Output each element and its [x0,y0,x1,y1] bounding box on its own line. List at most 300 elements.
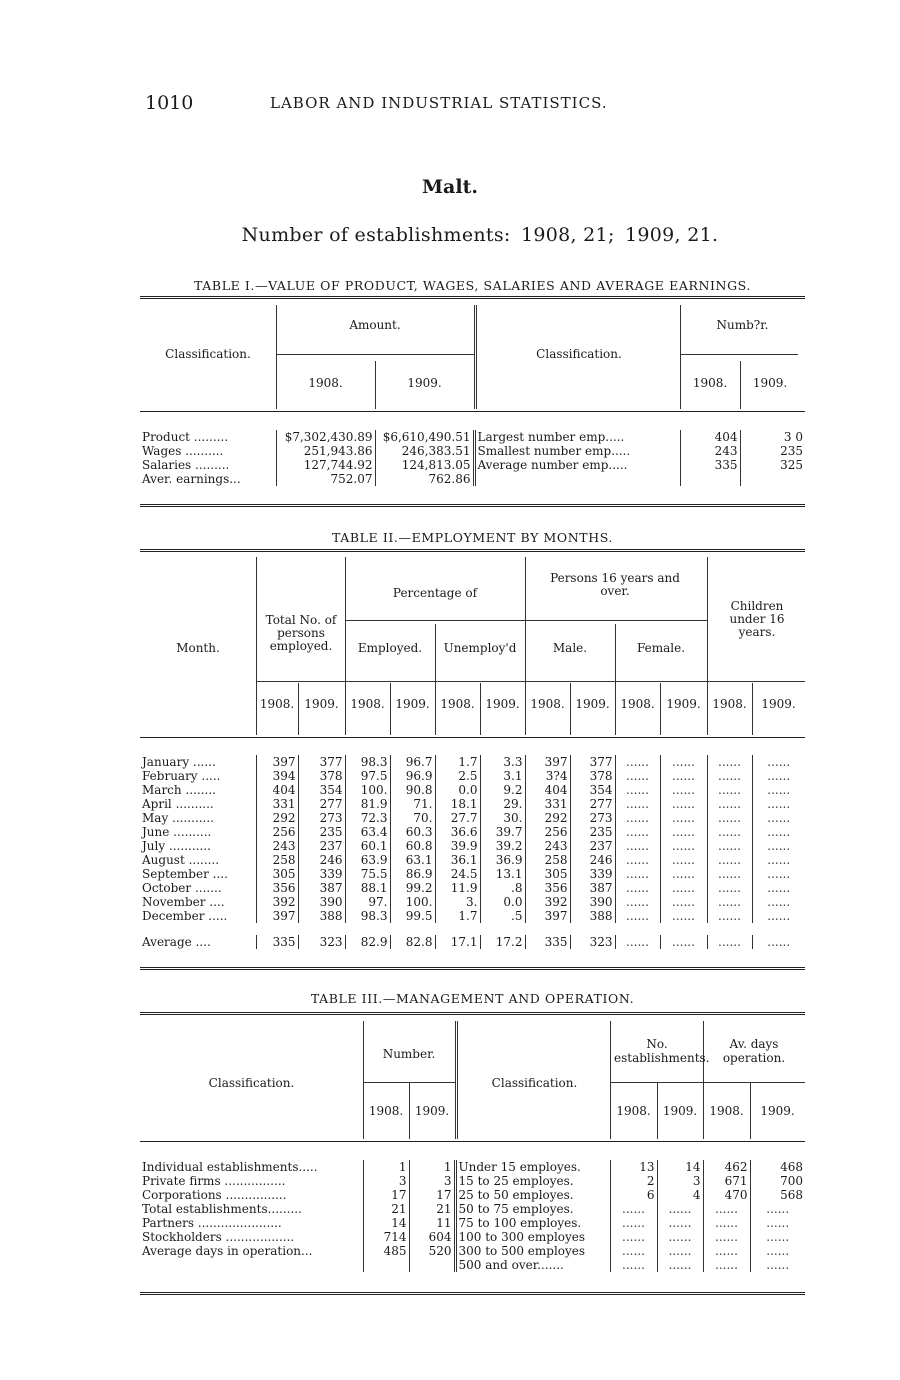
number-1909: 604 [409,1230,455,1244]
table1-top-rule [140,296,805,299]
month-label: January ...... [142,755,216,769]
month-label: April .......... [142,797,214,811]
value-u09: 39.2 [480,839,525,853]
number-1908: 714 [363,1230,409,1244]
value-e08: 63.9 [345,853,390,867]
t2-year-header: 1909. [485,697,520,711]
t2-total-header: Total No. of persons employed. [265,613,337,653]
establishments-line [0,224,900,246]
value-m08: 397 [525,755,570,769]
dot-leader: ...... [615,895,660,909]
value-t08: 292 [256,811,298,825]
t3-classification-left: Classification. [208,1076,295,1090]
dot-leader: ...... [707,909,752,923]
value-u09: 9.2 [480,783,525,797]
value-u08: 1.7 [435,755,480,769]
number-1909: 325 [740,458,805,472]
dot-leader: ...... [660,839,707,853]
row-label: Private firms ................ [142,1174,286,1188]
t2-year-header: 1909. [395,697,430,711]
dot-leader: ...... [752,769,805,783]
number-1908: 1 [363,1160,409,1174]
value-t09: 339 [298,867,345,881]
number-1909: 1 [409,1160,455,1174]
table2-header-rule [140,737,805,738]
value-u08: 27.7 [435,811,480,825]
table-row [140,839,805,853]
value-t08: 258 [256,853,298,867]
dot-leader: ...... [707,867,752,881]
value-m08: 404 [525,783,570,797]
value-u09: .8 [480,881,525,895]
value-e09: 4 [657,1188,703,1202]
number-1909: 11 [409,1216,455,1230]
dot-leader: ...... [750,1230,805,1244]
dot-leader: ...... [703,1244,750,1258]
dot-leader: ...... [615,825,660,839]
t3-number-1909: 1909. [414,1104,450,1118]
dot-leader: ...... [660,755,707,769]
row-label: Individual establishments..... [142,1160,318,1174]
t2-year-header: 1908. [620,697,655,711]
dot-leader: ...... [615,755,660,769]
number-1908: 14 [363,1216,409,1230]
value-t09: 237 [298,839,345,853]
value-t08: 404 [256,783,298,797]
dot-leader: ...... [660,783,707,797]
value-e08: 6 [610,1188,657,1202]
row-label: Wages .......... [142,444,224,458]
value-m08: 243 [525,839,570,853]
month-label: August ........ [142,853,220,867]
value-t08: 397 [256,755,298,769]
dot-leader: ...... [752,797,805,811]
table-row [140,783,805,797]
table-row [140,1230,805,1244]
dot-leader: ...... [752,895,805,909]
t2-year-header: 1909. [761,697,796,711]
amount-1909: $6,610,490.51 [375,430,474,444]
t3-estab-1908: 1908. [616,1104,651,1118]
dot-leader: ...... [703,1216,750,1230]
dot-leader: ...... [707,825,752,839]
value-m09: 354 [570,783,615,797]
dot-leader: ...... [750,1244,805,1258]
value-t08: 397 [256,909,298,923]
row-label-right: 25 to 50 employes. [455,1188,610,1202]
dot-leader: ...... [610,1244,657,1258]
table2-body [140,755,805,949]
dot-leader: ...... [707,811,752,825]
value-u08: 24.5 [435,867,480,881]
dot-leader: ...... [657,1230,703,1244]
value-t08: 394 [256,769,298,783]
value-d09: 568 [750,1188,805,1202]
row-label: Average days in operation... [142,1244,313,1258]
value-m09: 390 [570,895,615,909]
dot-leader: ...... [707,797,752,811]
t2-year-header: 1909. [575,697,610,711]
establishments-1908: 1908, 21; [520,224,615,246]
value-u08: 18.1 [435,797,480,811]
row-label-right: Largest number emp..... [474,430,680,444]
table-row [140,895,805,909]
amount-1908: $7,302,430.89 [276,430,375,444]
table-row [140,1160,805,1174]
table2-bottom-rule [140,967,805,970]
value-d08: 462 [703,1160,750,1174]
month-label: November .... [142,895,225,909]
value-e09: 99.5 [390,909,435,923]
number-1909: 21 [409,1202,455,1216]
value-m08: 397 [525,909,570,923]
dot-leader: ...... [615,909,660,923]
dot-leader: ...... [660,811,707,825]
t2-year-header: 1908. [259,697,295,711]
t2-unemployed-header: Unemploy'd [443,641,517,655]
value-m08: 258 [525,853,570,867]
dot-leader: ...... [657,1216,703,1230]
dot-leader: ...... [752,867,805,881]
dot-leader: ...... [660,825,707,839]
dot-leader: ...... [707,769,752,783]
value-e09: 71. [390,797,435,811]
dot-leader: ...... [610,1202,657,1216]
table-row [140,444,805,458]
dot-leader: ...... [752,783,805,797]
month-label: Average .... [142,935,211,949]
amount-1908: 251,943.86 [276,444,375,458]
average-row [140,935,805,949]
value-t08: 335 [256,935,298,949]
value-t09: 235 [298,825,345,839]
table1-body [140,430,805,486]
row-label-right: 15 to 25 employes. [455,1174,610,1188]
value-m08: 3?4 [525,769,570,783]
dot-leader: ...... [660,867,707,881]
value-u08: 0.0 [435,783,480,797]
number-1908: 21 [363,1202,409,1216]
dot-leader: ...... [752,825,805,839]
value-u08: 36.6 [435,825,480,839]
table-row [140,1258,805,1272]
dot-leader: ...... [660,769,707,783]
t2-female-header: Female. [636,641,686,655]
value-t08: 256 [256,825,298,839]
value-u08: 39.9 [435,839,480,853]
table-row [140,825,805,839]
amount-1909: 246,383.51 [375,444,474,458]
value-e09: 96.7 [390,755,435,769]
table-row [140,867,805,881]
value-e09: 100. [390,895,435,909]
dot-leader: ...... [752,935,805,949]
value-u08: 36.1 [435,853,480,867]
dot-leader: ...... [610,1258,657,1272]
dot-leader: ...... [660,797,707,811]
value-u08: 17.1 [435,935,480,949]
value-e09: 60.8 [390,839,435,853]
page-number: 1010 [145,92,194,114]
table3-body [140,1160,805,1272]
t2-month-header: Month. [176,641,220,655]
dot-leader: ...... [660,935,707,949]
month-label: May ........... [142,811,214,825]
dot-leader: ...... [752,755,805,769]
dot-leader: ...... [615,811,660,825]
number-1909: 520 [409,1244,455,1258]
value-t08: 331 [256,797,298,811]
dot-leader: ...... [750,1258,805,1272]
establishments-label: Number of establishments: [241,224,511,246]
t2-male-header: Male. [552,641,588,655]
value-e09: 70. [390,811,435,825]
value-e09: 90.8 [390,783,435,797]
t3-number-1908: 1908. [368,1104,404,1118]
dot-leader: ...... [660,895,707,909]
month-label: February ..... [142,769,221,783]
value-e08: 100. [345,783,390,797]
t1-classification-right: Classification. [536,347,622,361]
table1-bottom-rule [140,504,805,507]
t3-days-1909: 1909. [760,1104,795,1118]
row-label-right: Average number emp..... [474,458,680,472]
row-label-right: 50 to 75 employes. [455,1202,610,1216]
value-e09: 96.9 [390,769,435,783]
dot-leader: ...... [703,1202,750,1216]
value-e09: 63.1 [390,853,435,867]
value-e08: 97. [345,895,390,909]
table-row [140,1188,805,1202]
dot-leader: ...... [707,839,752,853]
value-d09: 700 [750,1174,805,1188]
value-e08: 82.9 [345,935,390,949]
value-t09: 387 [298,881,345,895]
t2-year-header: 1908. [440,697,475,711]
dot-leader: ...... [752,839,805,853]
value-t09: 277 [298,797,345,811]
t1-number-1909: 1909. [752,376,788,390]
table3-top-rule [140,1012,805,1015]
table-row [140,430,805,444]
value-e09: 60.3 [390,825,435,839]
number-1908: 17 [363,1188,409,1202]
t1-amount-1908: 1908. [308,376,343,390]
table-row [140,472,805,486]
value-m09: 339 [570,867,615,881]
table3-caption: TABLE III.—MANAGEMENT AND OPERATION. [310,991,635,1006]
number-1909: 3 0 [740,430,805,444]
value-m09: 277 [570,797,615,811]
dot-leader: ...... [657,1244,703,1258]
value-e08: 13 [610,1160,657,1174]
value-u09: 3.1 [480,769,525,783]
t3-number-header: Number. [382,1047,436,1061]
value-u09: 17.2 [480,935,525,949]
table2-caption: TABLE II.—EMPLOYMENT BY MONTHS. [331,530,614,545]
table-row [140,1202,805,1216]
page-header [145,92,805,116]
t2-year-header: 1909. [666,697,701,711]
value-d08: 671 [703,1174,750,1188]
dot-leader: ...... [703,1258,750,1272]
dot-leader: ...... [707,853,752,867]
row-label-right: Smallest number emp..... [474,444,680,458]
month-label: September .... [142,867,228,881]
row-label-right: 500 and over....... [455,1258,610,1272]
value-e08: 98.3 [345,909,390,923]
t1-classification-left: Classification. [165,347,251,361]
table2-top-rule [140,549,805,552]
value-m08: 335 [525,935,570,949]
value-d08: 470 [703,1188,750,1202]
t2-year-header: 1908. [712,697,747,711]
table1-header-rule [140,411,805,412]
t1-amount-header: Amount. [349,318,401,332]
table1-caption: TABLE I.—VALUE OF PRODUCT, WAGES, SALARIES AND AVERAGE EARNINGS. [194,278,751,293]
dot-leader: ...... [703,1230,750,1244]
row-label-right: Under 15 employes. [455,1160,610,1174]
value-m09: 273 [570,811,615,825]
section-title: Malt. [422,176,478,198]
t1-number-header: Numb?r. [716,318,769,332]
row-label: Stockholders .................. [142,1230,295,1244]
dot-leader: ...... [615,797,660,811]
dot-leader: ...... [707,755,752,769]
value-u09: 39.7 [480,825,525,839]
running-title: LABOR AND INDUSTRIAL STATISTICS. [270,94,608,112]
value-m08: 356 [525,881,570,895]
month-label: June .......... [142,825,212,839]
value-u09: 29. [480,797,525,811]
number-1908: 404 [680,430,740,444]
table-row [140,755,805,769]
establishments-1909: 1909, 21. [625,224,719,246]
value-m09: 323 [570,935,615,949]
dot-leader: ...... [615,853,660,867]
value-m09: 377 [570,755,615,769]
value-e08: 75.5 [345,867,390,881]
value-m08: 292 [525,811,570,825]
value-u08: 2.5 [435,769,480,783]
t2-employed-header: Employed. [357,641,423,655]
table3-header-rule [140,1141,805,1142]
value-m09: 237 [570,839,615,853]
value-e08: 63.4 [345,825,390,839]
table-row [140,1216,805,1230]
number-1908 [680,472,740,486]
t2-percentage-header: Percentage of [392,586,478,600]
value-m08: 331 [525,797,570,811]
number-1908: 243 [680,444,740,458]
dot-leader: ...... [752,811,805,825]
value-u08: 1.7 [435,909,480,923]
t3-days-1908: 1908. [709,1104,744,1118]
row-label-right: 75 to 100 employes. [455,1216,610,1230]
value-t09: 246 [298,853,345,867]
dot-leader: ...... [615,783,660,797]
value-e08: 2 [610,1174,657,1188]
row-label: Corporations ................ [142,1188,287,1202]
value-u09: 30. [480,811,525,825]
value-t08: 392 [256,895,298,909]
dot-leader: ...... [750,1216,805,1230]
value-m09: 387 [570,881,615,895]
value-m09: 246 [570,853,615,867]
value-m08: 305 [525,867,570,881]
value-e08: 60.1 [345,839,390,853]
value-u08: 3. [435,895,480,909]
t2-year-header: 1909. [304,697,339,711]
dot-leader: ...... [752,909,805,923]
dot-leader: ...... [615,769,660,783]
value-e09: 86.9 [390,867,435,881]
t3-classification-right: Classification. [491,1076,578,1090]
value-e08: 72.3 [345,811,390,825]
dot-leader: ...... [707,881,752,895]
value-e09: 99.2 [390,881,435,895]
value-t08: 305 [256,867,298,881]
table-row [140,458,805,472]
value-m08: 392 [525,895,570,909]
value-e08: 97.5 [345,769,390,783]
value-t08: 356 [256,881,298,895]
dot-leader: ...... [750,1202,805,1216]
amount-1909: 124,813.05 [375,458,474,472]
dot-leader: ...... [752,881,805,895]
t2-persons16-header: Persons 16 years and over. [550,571,680,598]
value-t09: 354 [298,783,345,797]
value-e09: 14 [657,1160,703,1174]
number-1909 [740,472,805,486]
t1-amount-1909: 1909. [407,376,442,390]
value-e09: 82.8 [390,935,435,949]
value-d09: 468 [750,1160,805,1174]
amount-1908: 127,744.92 [276,458,375,472]
dot-leader: ...... [615,935,660,949]
value-e08: 81.9 [345,797,390,811]
month-label: October ....... [142,881,222,895]
row-label: Aver. earnings... [142,472,241,486]
row-label-right: 100 to 300 employes [455,1230,610,1244]
table-row [140,1174,805,1188]
month-label: July ........... [142,839,211,853]
row-label [140,1258,363,1272]
t3-no-estab-header: No. establishments. [614,1037,710,1065]
row-label: Salaries ......... [142,458,230,472]
number-1908 [363,1258,409,1272]
value-u09: 0.0 [480,895,525,909]
amount-1909: 762.86 [375,472,474,486]
number-1908: 485 [363,1244,409,1258]
value-m09: 388 [570,909,615,923]
value-u08: 11.9 [435,881,480,895]
month-label: December ..... [142,909,228,923]
dot-leader: ...... [615,839,660,853]
row-label: Total establishments......... [142,1202,302,1216]
value-t09: 390 [298,895,345,909]
table-row [140,811,805,825]
table-row [140,769,805,783]
month-label: March ........ [142,783,216,797]
dot-leader: ...... [610,1216,657,1230]
value-t09: 323 [298,935,345,949]
table-row [140,909,805,923]
dot-leader: ...... [707,783,752,797]
dot-leader: ...... [660,881,707,895]
value-t09: 273 [298,811,345,825]
table-row [140,1244,805,1258]
